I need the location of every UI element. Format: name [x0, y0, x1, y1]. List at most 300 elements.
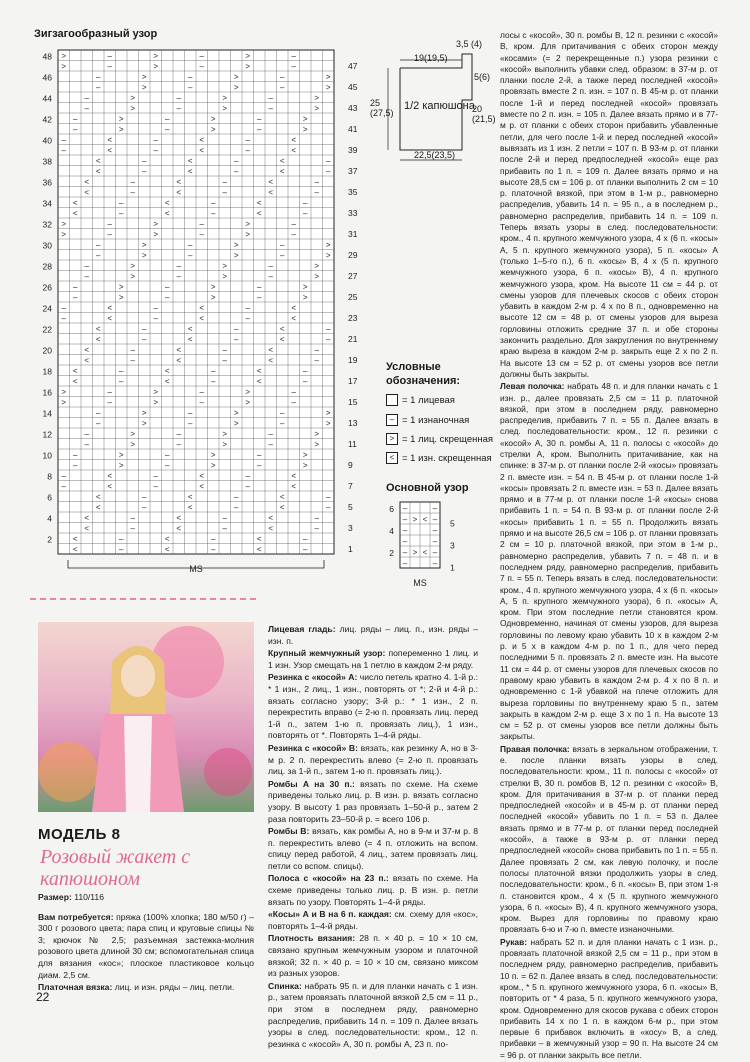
size-line: [38, 892, 254, 904]
stitch-symbol: >: [245, 62, 251, 71]
photo-illustration: [38, 622, 254, 812]
paragraph-label: «Косы» А и В на 6 п. каждая:: [268, 909, 392, 920]
row-number-left: 20: [42, 345, 52, 356]
paragraph-label: Правая полочка:: [500, 743, 570, 754]
stitch-symbol: –: [107, 230, 112, 239]
stitch-symbol: >: [210, 125, 216, 134]
stitch-symbol: <: [176, 177, 182, 187]
stitch-symbol: –: [199, 230, 204, 239]
stitch-symbol: –: [280, 83, 285, 92]
stitch-symbol: –: [245, 135, 250, 145]
stitch-symbol: –: [84, 429, 89, 439]
stitch-symbol: –: [326, 335, 331, 344]
stitch-symbol: –: [199, 51, 204, 61]
paragraph-label: Спинка:: [268, 980, 302, 991]
paragraph: [268, 826, 478, 872]
zigzag-chart: [38, 48, 358, 588]
stitch-symbol: –: [84, 261, 89, 271]
stitch-symbol: <: [164, 534, 170, 544]
stitch-symbol: >: [302, 293, 308, 302]
stitch-symbol: –: [119, 198, 124, 208]
stitch-symbol: >: [314, 429, 320, 439]
stitch-symbol: –: [268, 272, 273, 281]
stitch-symbol: >: [325, 419, 331, 428]
stitch-symbol: >: [325, 240, 331, 250]
stitch-symbol: <: [72, 377, 78, 386]
stitch-symbol: >: [325, 408, 331, 418]
row-number-left: 18: [42, 366, 52, 377]
stitch-symbol: >: [141, 72, 147, 82]
row-number-left: 6: [389, 504, 394, 514]
legend-symbol: [386, 394, 398, 406]
stitch-symbol: <: [164, 209, 170, 218]
hood-right-mid-dim: 5(6): [474, 72, 491, 82]
row-number-left: 44: [42, 93, 52, 104]
stitch-symbol: >: [153, 398, 159, 407]
stitch-symbol: –: [142, 324, 147, 334]
stitch-symbol: –: [222, 345, 227, 355]
stitch-symbol: <: [72, 209, 78, 218]
stitch-symbol: –: [402, 548, 408, 557]
stitch-symbol: –: [96, 240, 101, 250]
row-number-right: 21: [348, 333, 358, 344]
stitch-symbol: –: [222, 356, 227, 365]
stitch-symbol: >: [141, 408, 147, 418]
row-number-left: 48: [42, 51, 52, 62]
stitch-symbol: >: [141, 419, 147, 428]
stitch-symbol: –: [96, 251, 101, 260]
stitch-symbol: –: [257, 450, 262, 460]
materials-label: Вам потребуется:: [38, 911, 114, 922]
stitch-symbol: >: [302, 114, 308, 124]
row-number-left: 4: [47, 513, 52, 524]
stitch-symbol: –: [222, 524, 227, 533]
stitch-symbol: >: [61, 398, 67, 407]
stitch-symbol: –: [432, 559, 438, 568]
row-number-right: 7: [348, 480, 353, 491]
stitch-symbol: –: [280, 240, 285, 250]
legend-text: = 1 изн. скрещенная: [402, 452, 492, 464]
stitch-symbol: >: [130, 93, 136, 103]
stitch-symbol: >: [233, 251, 239, 260]
stitch-symbol: >: [302, 450, 308, 460]
stitch-symbol: –: [326, 156, 331, 166]
rapport-label: MS: [413, 578, 427, 588]
stitch-symbol: –: [234, 492, 239, 502]
basic-pattern-chart: [380, 498, 460, 590]
stitch-symbol: <: [72, 545, 78, 554]
stitch-symbol: –: [130, 356, 135, 365]
stitch-symbol: –: [142, 503, 147, 512]
stitch-symbol: –: [314, 513, 319, 523]
row-number-right: 27: [348, 270, 358, 281]
stitch-symbol: <: [72, 198, 78, 208]
row-number-left: 4: [389, 526, 394, 536]
stitch-symbol: –: [142, 492, 147, 502]
stitch-symbol: <: [84, 356, 90, 365]
hood-bottom-dim: 22,5(23,5): [414, 150, 456, 160]
stitch-symbol: –: [234, 335, 239, 344]
stitch-symbol: –: [153, 146, 158, 155]
stitch-symbol: >: [153, 219, 159, 229]
stitch-symbol: <: [268, 345, 274, 355]
stitch-symbol: <: [199, 135, 205, 145]
paragraph-label: Резинка с «косой» А:: [268, 672, 358, 683]
stitch-symbol: –: [119, 209, 124, 218]
stitch-symbol: –: [314, 356, 319, 365]
stitch-symbol: <: [199, 482, 205, 491]
stitch-symbol: –: [291, 51, 296, 61]
stitch-symbol: >: [222, 261, 228, 271]
stitch-symbol: –: [303, 198, 308, 208]
legend-symbol: <: [386, 452, 398, 464]
stitch-symbol: –: [291, 62, 296, 71]
paragraph: [268, 648, 478, 671]
row-number-left: 22: [42, 324, 52, 335]
paragraph: [268, 672, 478, 742]
stitch-symbol: >: [222, 440, 228, 449]
stitch-symbol: >: [233, 408, 239, 418]
paragraph-text: вязать в зеркальном отображении, т. е. после планки вязать узоры в след. последовательности: кром., 11 п. полосы с «косой» от стрелки В, 30 п. ромбов В, 12 п. резинки с «косой» В, кром. Для притачивания в 37-м р. от планки перед предпоследней «косой» и в 45-м р. от планки перед последней «косой» убавить по 1 п. = 53 п. Далее вязать прямо и в 77-м р. от планки перед последней «косой», а также в 93-м р. от планки перед предпоследней «косой» снова прибавить по 1 п. = 55 п. Далее провязать 2 см, как левую полочку, и после полосы платочной вязки продолжить узоры в след. последовательности: кром., 6 п. «косы» В, при этом 1-я п. становится кром., 4 х (5 п. крупного жемчужного узора, 6 п. «косы» В), 4 п. крупного жемчужного узора, кром. Вырез для горловины по правому краю провязать 6-ю и 7-ю п. вместе изнаночными.: [500, 743, 718, 935]
stitch-symbol: <: [291, 314, 297, 323]
row-number-left: 42: [42, 114, 52, 125]
paragraph: [268, 909, 478, 932]
stitch-symbol: –: [153, 303, 158, 313]
stitch-symbol: –: [165, 114, 170, 124]
paragraph-text: лиц. ряды – лиц. п., изн. ряды – изн. п.: [268, 624, 478, 646]
stitch-symbol: –: [268, 429, 273, 439]
stitch-symbol: <: [199, 471, 205, 481]
stitch-symbol: –: [61, 146, 66, 155]
stitch-symbol: <: [268, 356, 274, 365]
stitch-symbol: –: [176, 93, 181, 103]
stitch-symbol: –: [291, 230, 296, 239]
paragraph-label: Полоса с «косой» на 23 п.:: [268, 873, 389, 884]
stitch-symbol: >: [118, 293, 124, 302]
materials-line: [38, 912, 254, 982]
stitch-symbol: –: [326, 167, 331, 176]
stitch-symbol: <: [176, 524, 182, 533]
row-number-right: 33: [348, 207, 358, 218]
stitch-symbol: <: [95, 324, 101, 334]
stitch-symbol: –: [119, 534, 124, 544]
stitch-symbol: <: [422, 515, 428, 524]
stitch-symbol: –: [245, 314, 250, 323]
stitch-symbol: –: [188, 408, 193, 418]
stitch-symbol: >: [210, 293, 216, 302]
stitch-symbol: >: [130, 104, 136, 113]
stitch-symbol: –: [130, 188, 135, 197]
stitch-symbol: –: [153, 471, 158, 481]
stitch-symbol: –: [130, 524, 135, 533]
stitch-symbol: <: [187, 335, 193, 344]
paragraph: [268, 624, 478, 647]
stitch-symbol: >: [130, 261, 136, 271]
stitch-symbol: <: [84, 524, 90, 533]
stitch-symbol: <: [291, 482, 297, 491]
row-number-right: 15: [348, 396, 358, 407]
rapport-label: MS: [189, 564, 203, 574]
row-number-right: 35: [348, 186, 358, 197]
stitch-symbol: –: [73, 282, 78, 292]
stitch-symbol: –: [257, 461, 262, 470]
paragraph: [268, 743, 478, 778]
paragraph-text: число петель кратно 4. 1-й р.: * 1 изн., 2 лиц., 1 изн., повторять от *; 2-й и 4-й р.: вязать согласно узору; 3-й р.: * 1 изн., 2 п. перекрестить вправо (= 2-ю п. провязать лиц. перед 1-й п., затем 1-ю п. провязать лиц.), 1 изн., повторять от *. Повторять 1–4-й ряды.: [268, 672, 478, 741]
stitch-symbol: >: [233, 240, 239, 250]
stitch-symbol: >: [245, 398, 251, 407]
stitch-symbol: –: [84, 272, 89, 281]
stitch-symbol: <: [279, 492, 285, 502]
stitch-symbol: <: [187, 324, 193, 334]
stitch-symbol: <: [199, 146, 205, 155]
stitch-symbol: >: [314, 104, 320, 113]
row-number-left: 12: [42, 429, 52, 440]
stitch-symbol: <: [279, 335, 285, 344]
stitch-symbol: –: [153, 314, 158, 323]
stitch-symbol: <: [107, 314, 113, 323]
paragraph: [500, 937, 718, 1061]
row-number-left: 6: [47, 492, 52, 503]
legend-title: Условные обозначения:: [386, 361, 461, 387]
paragraph-text: набрать 48 п. и для планки начать с 1 изн. р., далее провязать 2,5 см = 11 р. платочной вязкой, при этом в последнем ряду, равномерно распределив, прибавить 7 п. = 55 п. Далее вязать в след. последовательности: кром., 12 п. резинки с «косой» А, 30 п. ромбы А, 11 п. полосы с «косой» до стрелки А, кром. Выполнить притачивание, как на спинке: в 37-м р. от планки после 2-й «косы» провязать 2 п. вместе изн. = 54 п. В 45-м р. от планки после 1-й «косы» провязать 2 п. вместе изн. = 53 п. Далее вязать прямо и в 77-м р. от планки после 1-й «косы» снова прибавить 1 п. = 54 п. В 93-м р. от планки после 2-й «косы» прибавить 1 п. = 55 п. Продолжить вязать прямо и на высоте 26,5 см = 106 р. от планки провязать 2 см = 10 р. платочной вязкой, при этом в 1-м р., равномерно распределив, убавить 7 п. = 48 п. и в последнем ряду, равномерно распределив, прибавить 7 п. = 55 п. Теперь вязать в след. последовательности: кром., 4 п. крупного жемчужного узора, 4 х (6 п. «косы» А, 5 п. крупного жемчужного узора), 6 п. «косы» А, кром. При этом последние петли становятся кром. Одновременно, начиная от смены узоров, для выреза горловины по левому краю убавить 10 х в каждом 2-м р. и 5 х в каждом 4-м р. по 1 п., для чего перед последними 5 п. провязать 2 п. вместе изн. На высоте 11 см = 44 р. от смены узоров для плечевых скосов по правому краю убавить в каждом 2-м р. 4 х по 8 п. и одновременно с 1-й убавкой на плече отложить для выреза горловины по внутреннему краю 5 п., затем закрыть в каждом 2-м р. еще 3 х по 1 п. На высоте 13 см = 52 р. от смены узоров все петли должны быть закрыты.: [500, 381, 719, 742]
stitch-symbol: <: [107, 135, 113, 145]
stitch-symbol: >: [118, 461, 124, 470]
stitch-symbol: –: [291, 398, 296, 407]
stitch-symbol: <: [107, 482, 113, 491]
stitch-symbol: –: [188, 419, 193, 428]
model-title: Розовый жакет с капюшоном: [40, 846, 191, 890]
paragraph: [268, 873, 478, 908]
row-number-left: 10: [42, 450, 52, 461]
middle-column: [268, 624, 478, 1051]
row-number-right: 9: [348, 459, 353, 470]
stitch-symbol: <: [95, 156, 101, 166]
stitch-symbol: –: [130, 177, 135, 187]
stitch-symbol: <: [187, 492, 193, 502]
stitch-symbol: >: [314, 440, 320, 449]
stitch-symbol: –: [402, 526, 408, 535]
row-number-left: 32: [42, 219, 52, 230]
hood-right-bottom-dim: 20 (21,5): [472, 104, 496, 124]
stitch-symbol: –: [153, 482, 158, 491]
stitch-symbol: <: [187, 503, 193, 512]
stitch-symbol: –: [291, 219, 296, 229]
stitch-symbol: –: [73, 293, 78, 302]
stitch-symbol: <: [256, 198, 262, 208]
stitch-symbol: –: [142, 156, 147, 166]
stitch-symbol: –: [165, 461, 170, 470]
legend-item-twisted-knit: [386, 433, 493, 445]
row-number-left: 24: [42, 303, 52, 314]
stitch-symbol: –: [234, 156, 239, 166]
row-number-left: 28: [42, 261, 52, 272]
stitch-symbol: >: [222, 272, 228, 281]
stitch-symbol: >: [130, 429, 136, 439]
stitch-symbol: –: [176, 261, 181, 271]
paragraph-text: см. схему для «кос», повторять 1–4-й ряды.: [268, 909, 478, 931]
stitch-symbol: <: [176, 188, 182, 197]
stitch-symbol: –: [119, 377, 124, 386]
stitch-symbol: –: [211, 377, 216, 386]
stitch-symbol: >: [210, 282, 216, 292]
stitch-symbol: >: [210, 461, 216, 470]
row-number-right: 23: [348, 312, 358, 323]
stitch-symbol: –: [188, 83, 193, 92]
paragraph-label: Резинка с «косой» В:: [268, 742, 358, 753]
legend-symbol: –: [386, 414, 398, 426]
stitch-symbol: <: [268, 177, 274, 187]
stitch-symbol: –: [245, 482, 250, 491]
stitch-symbol: –: [211, 534, 216, 544]
stitch-symbol: >: [325, 72, 331, 82]
stitch-symbol: –: [84, 104, 89, 113]
paragraph-text: набрать 52 п. и для планки начать с 1 изн. р., провязать платочной вязкой 2,5 см = 11 р., при этом в последнем ряду, равномерно распределив, прибавить 10 п. = 62 п. Далее вязать в след. последовательности: кром., * 5 п. крупного жемчужного узора, 6 п. «косы» В, повторить от * 4 раза, 5 п. крупного жемчужного узора, кром. Одновременно для скосов рукава с обеих сторон прибавить 14 х по 1 п. в каждом 6-м р., при этом первые 6 прибавок включить в «косу» В, а след. прибавки – в жемчужный узор = 90 п. На высоте 24 см = 96 р. от планки закрыть все петли.: [500, 936, 718, 1060]
stitch-symbol: <: [279, 324, 285, 334]
stitch-symbol: –: [96, 408, 101, 418]
row-number-right: 47: [348, 60, 358, 71]
hood-label: 1/2 капюшона: [404, 100, 475, 112]
row-number-left: 38: [42, 156, 52, 167]
stitch-symbol: <: [164, 545, 170, 554]
stitch-symbol: <: [187, 156, 193, 166]
stitch-symbol: –: [73, 125, 78, 134]
row-number-right: 1: [348, 543, 353, 554]
stitch-symbol: <: [279, 167, 285, 176]
stitch-symbol: –: [314, 177, 319, 187]
stitch-symbol: <: [176, 513, 182, 523]
stitch-symbol: –: [61, 303, 66, 313]
stitch-symbol: <: [268, 188, 274, 197]
stitch-symbol: –: [326, 324, 331, 334]
stitch-symbol: <: [268, 524, 274, 533]
stitch-symbol: <: [199, 303, 205, 313]
legend-symbol: >: [386, 433, 398, 445]
stitch-symbol: –: [268, 93, 273, 103]
stitch-symbol: –: [199, 62, 204, 71]
stitch-symbol: –: [402, 515, 408, 524]
model-photo: [38, 622, 254, 812]
stitch-symbol: >: [153, 51, 159, 61]
stitch-symbol: >: [61, 51, 67, 61]
stitch-symbol: >: [153, 62, 159, 71]
stitch-symbol: –: [432, 548, 438, 557]
stitch-symbol: –: [211, 209, 216, 218]
stitch-symbol: –: [211, 545, 216, 554]
row-number-right: 5: [450, 518, 455, 529]
materials-text: пряжа (100% хлопка; 180 м/50 г) – 300 г розового цвета; пара спиц и круговые спицы № 3; крючок № 2,5; разъемная застежка-молния розового цвета длиной 30 см; вспомогательная спица для вязания «кос»; плоское пластиковое кольцо диам. 2,5 см.: [38, 911, 254, 980]
stitch-symbol: –: [432, 515, 438, 524]
stitch-symbol: –: [61, 314, 66, 323]
row-number-left: 34: [42, 198, 52, 209]
row-number-left: 16: [42, 387, 52, 398]
stitch-symbol: –: [84, 93, 89, 103]
stitch-symbol: >: [118, 114, 124, 124]
stitch-symbol: >: [61, 219, 67, 229]
stitch-symbol: –: [211, 198, 216, 208]
stitch-symbol: –: [402, 559, 408, 568]
row-number-right: 5: [348, 501, 353, 512]
right-column: [500, 30, 718, 1062]
stitch-symbol: –: [280, 419, 285, 428]
row-number-left: 8: [47, 471, 52, 482]
stitch-symbol: –: [314, 345, 319, 355]
size-value: 110/116: [74, 892, 104, 902]
stitch-symbol: <: [256, 366, 262, 376]
row-number-right: 1: [450, 562, 455, 573]
stitch-symbol: –: [176, 104, 181, 113]
stitch-symbol: >: [412, 515, 418, 524]
row-number-left: 40: [42, 135, 52, 146]
stitch-symbol: –: [303, 366, 308, 376]
paragraph: [500, 381, 718, 743]
stitch-symbol: –: [73, 114, 78, 124]
stitch-symbol: –: [303, 377, 308, 386]
stitch-symbol: >: [61, 387, 67, 397]
stitch-symbol: <: [95, 167, 101, 176]
stitch-symbol: –: [61, 471, 66, 481]
stitch-symbol: –: [188, 251, 193, 260]
hood-top-dim: 19(19,5): [414, 53, 448, 63]
row-number-right: 13: [348, 417, 358, 428]
stitch-symbol: >: [118, 125, 124, 134]
stitch-symbol: –: [257, 282, 262, 292]
stitch-symbol: <: [256, 534, 262, 544]
stitch-symbol: >: [245, 51, 251, 61]
paragraph-text: лосы с «косой», 30 п. ромбы В, 12 п. резинки с «косой» В, кром. Для притачивания с обеих сторон между «косами» (= 2 перекрещенные п.) узора резинки с «косой» выполнить убавки след. образом: в 37-м р. от планки после 2-й, а также перед последней «косой» провязать вместе 2 п. изн. = 107 п. В 45-м р. от планки после 1-й и перед последней «косой» провязать вместе по 2 п. изн. = 105 п. Далее вязать прямо и в 77-м р. от планки с обеих сторон прибавить убавленные петли, для чего после 1-й и перед последней «косой» вывязать из 1 изн. 2 петли = 107 п. В 93-м р. от планки после 2-й и перед предпоследней «косой» еще раз прибавить по 1 п. = 109 п. Далее вязать прямо и на высоте 28,5 см = 106 р. от планки выполнить 2 см = 10 р. платочной вязкой, при этом в 1-м р., равномерно распределив, убавить 14 п. = 95 п., а в последнем р., равномерно распределив, прибавить 14 п. = 109 п. Теперь вязать узоры в след. последовательности: кром., 4 п. крупного жемчужного узора, 4 х (6 п. «косы» А, 5 п. крупного жемчужного узора), 5 п. «косы» А (только 1–5-го п.), 6 п. «косы» В, 4 х (5 п. крупного жемчужного узора, 6 п. «косы» В), 4 п. крупного жемчужного узора, кром. На высоте 11 см = 44 р. от смены узоров для плечевых скосов с обеих сторон убавить в каждом 2-м р. 4 х по 8 п., одновременно на высоте 12 см = 48 р. от смены узоров для выреза горловины отложить средние 37 п. и обе стороны закончить раздельно. Для закругления по внутреннему краю выреза в каждом 2-м р. закрыть еще 2 х по 2 п. На высоте 13 см = 52 р. от смены узоров все петли должны быть закрыты.: [500, 30, 718, 379]
stitch-symbol: <: [199, 314, 205, 323]
stitch-symbol: <: [256, 209, 262, 218]
stitch-symbol: –: [96, 72, 101, 82]
stitch-symbol: –: [176, 440, 181, 449]
row-number-right: 39: [348, 144, 358, 155]
stitch-symbol: –: [280, 251, 285, 260]
size-label: Размер:: [38, 892, 72, 902]
stitch-symbol: –: [234, 503, 239, 512]
stitch-symbol: <: [107, 303, 113, 313]
stitch-symbol: –: [257, 293, 262, 302]
model-number: МОДЕЛЬ 8: [38, 826, 121, 843]
paragraph-text: вязать по схеме. На схеме приведены только лиц. р. В изн. р. петли вязать по узору. Повторять 1–4-й ряды.: [268, 873, 479, 907]
stitch-symbol: <: [291, 135, 297, 145]
stitch-symbol: <: [72, 366, 78, 376]
paragraph: [268, 933, 478, 979]
paragraph: [268, 779, 478, 825]
paragraph: [500, 744, 718, 936]
stitch-symbol: –: [107, 387, 112, 397]
stitch-symbol: >: [325, 83, 331, 92]
stitch-symbol: >: [325, 251, 331, 260]
stitch-symbol: >: [118, 450, 124, 460]
paragraph-label: Плотность вязания:: [268, 933, 356, 944]
row-number-left: 2: [47, 534, 52, 545]
stitch-symbol: –: [314, 524, 319, 533]
stitch-symbol: –: [119, 545, 124, 554]
row-number-right: 17: [348, 375, 358, 386]
stitch-symbol: –: [280, 72, 285, 82]
stitch-symbol: <: [187, 167, 193, 176]
stitch-symbol: –: [280, 408, 285, 418]
stitch-symbol: –: [222, 188, 227, 197]
stitch-symbol: >: [222, 93, 228, 103]
stitch-symbol: >: [61, 230, 67, 239]
stitch-symbol: >: [130, 272, 136, 281]
stitch-symbol: –: [61, 482, 66, 491]
paragraph-text: вязать по схеме. На схеме приведены только лиц. р. В изн. р. вязать согласно узору. В высоту 1 раз провязать 1–50-й р., затем 2 раза повторить 23–50-й р. = всего 106 р.: [268, 778, 478, 824]
stitch-symbol: –: [165, 282, 170, 292]
stitch-symbol: <: [95, 335, 101, 344]
stitch-symbol: <: [107, 146, 113, 155]
stitch-symbol: <: [291, 146, 297, 155]
